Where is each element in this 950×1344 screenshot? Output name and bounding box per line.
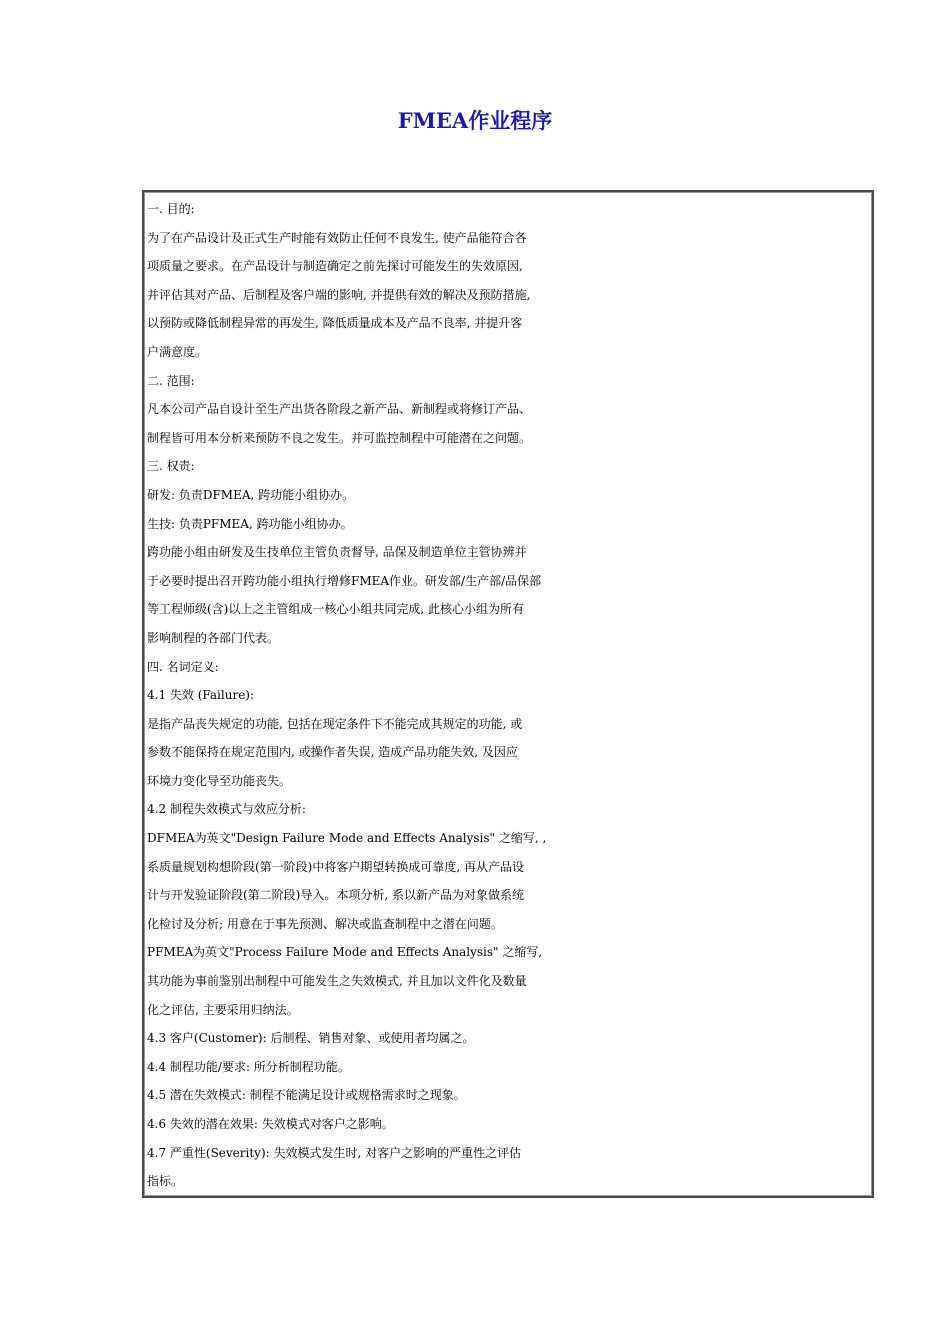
- section-heading-purpose: 一. 目的:: [147, 202, 195, 216]
- paragraph-line: 为了在产品设计及正式生产时能有效防止任何不良发生, 使产品能符合各: [147, 230, 527, 245]
- definition-item: 4.5 潜在失效模式: 制程不能满足设计或规格需求时之现象。: [147, 1088, 466, 1103]
- paragraph-line: 等工程师级(含)以上之主管组成一核心小组共同完成, 此核心小组为所有: [147, 602, 524, 617]
- subsection-heading: 4.1 失效 (Failure):: [147, 688, 255, 703]
- paragraph-line: 凡本公司产品自设计至生产出货各阶段之新产品、新制程或将修订产品、: [147, 402, 532, 417]
- section-heading-scope: 二. 范围:: [147, 373, 195, 388]
- subsection-heading: 4.2 制程失效模式与效应分析:: [147, 802, 306, 817]
- paragraph-line: 户满意度。: [147, 344, 208, 359]
- paragraph-line: 系质量规划构想阶段(第一阶段)中将客户期望转换成可靠度, 再从产品设: [147, 859, 524, 874]
- section-heading-definitions: 四. 名词定义:: [147, 659, 219, 674]
- definition-item: 4.6 失效的潜在效果: 失效模式对客户之影响。: [147, 1117, 394, 1131]
- paragraph-line: 参数不能保持在规定范围内, 或操作者失误, 造成产品功能失效, 及因应: [147, 745, 518, 760]
- definition-item: 4.7 严重性(Severity): 失效模式发生时, 对客户之影响的严重性之评估: [147, 1145, 522, 1160]
- paragraph-line: 制程皆可用本分析来预防不良之发生。并可监控制程中可能潜在之问题。: [147, 430, 532, 445]
- definition-item: 4.4 制程功能/要求: 所分析制程功能。: [147, 1059, 350, 1074]
- paragraph-line: 环境力变化导至功能丧失。: [147, 773, 292, 788]
- paragraph-line: 生技: 负责PFMEA, 跨功能小组协办。: [147, 516, 353, 531]
- paragraph-line: 研发: 负责DFMEA, 跨功能小组协办。: [147, 487, 355, 502]
- paragraph-line: 项质量之要求。在产品设计与制造确定之前先探讨可能发生的失效原因,: [147, 259, 523, 274]
- section-heading-responsibility: 三. 权责:: [147, 459, 195, 474]
- paragraph-line: 化之评估, 主要采用归纳法。: [147, 1002, 299, 1017]
- paragraph-line: 跨功能小组由研发及生技单位主管负责督导, 品保及制造单位主管协辨并: [147, 545, 527, 560]
- content-box: [142, 190, 874, 1198]
- paragraph-line: PFMEA为英文"Process Failure Mode and Effects Analysis" 之缩写,: [147, 945, 543, 960]
- document-title: FMEA作业程序: [397, 108, 553, 133]
- paragraph-line: 计与开发验证阶段(第二阶段)导入。本项分析, 系以新产品为对象做系统: [147, 888, 524, 903]
- paragraph-line: 指标。: [147, 1174, 184, 1189]
- paragraph-line: 其功能为事前鉴别出制程中可能发生之失效模式, 并且加以文件化及数量: [147, 974, 527, 989]
- paragraph-line: 以预防或降低制程异常的再发生, 降低质量成本及产品不良率, 并提升客: [147, 316, 523, 331]
- paragraph-line: 化检讨及分析; 用意在于事先预测、解决或监查制程中之潜在问题。: [147, 916, 503, 931]
- paragraph-line: 影响制程的各部门代表。: [147, 630, 280, 645]
- paragraph-line: 于必要时提出召开跨功能小组执行增修FMEA作业。研发部/生产部/品保部: [147, 573, 542, 588]
- definition-item: 4.3 客户(Customer): 后制程、销售对象、或使用者均属之。: [147, 1031, 475, 1046]
- paragraph-line: 并评估其对产品、后制程及客户端的影响, 并提供有效的解决及预防措施,: [147, 287, 531, 302]
- paragraph-line: DFMEA为英文"Design Failure Mode and Effects Analysis" 之缩写, ,: [147, 831, 547, 846]
- paragraph-line: 是指产品丧失规定的功能, 包括在现定条件下不能完成其规定的功能, 或: [147, 716, 523, 731]
